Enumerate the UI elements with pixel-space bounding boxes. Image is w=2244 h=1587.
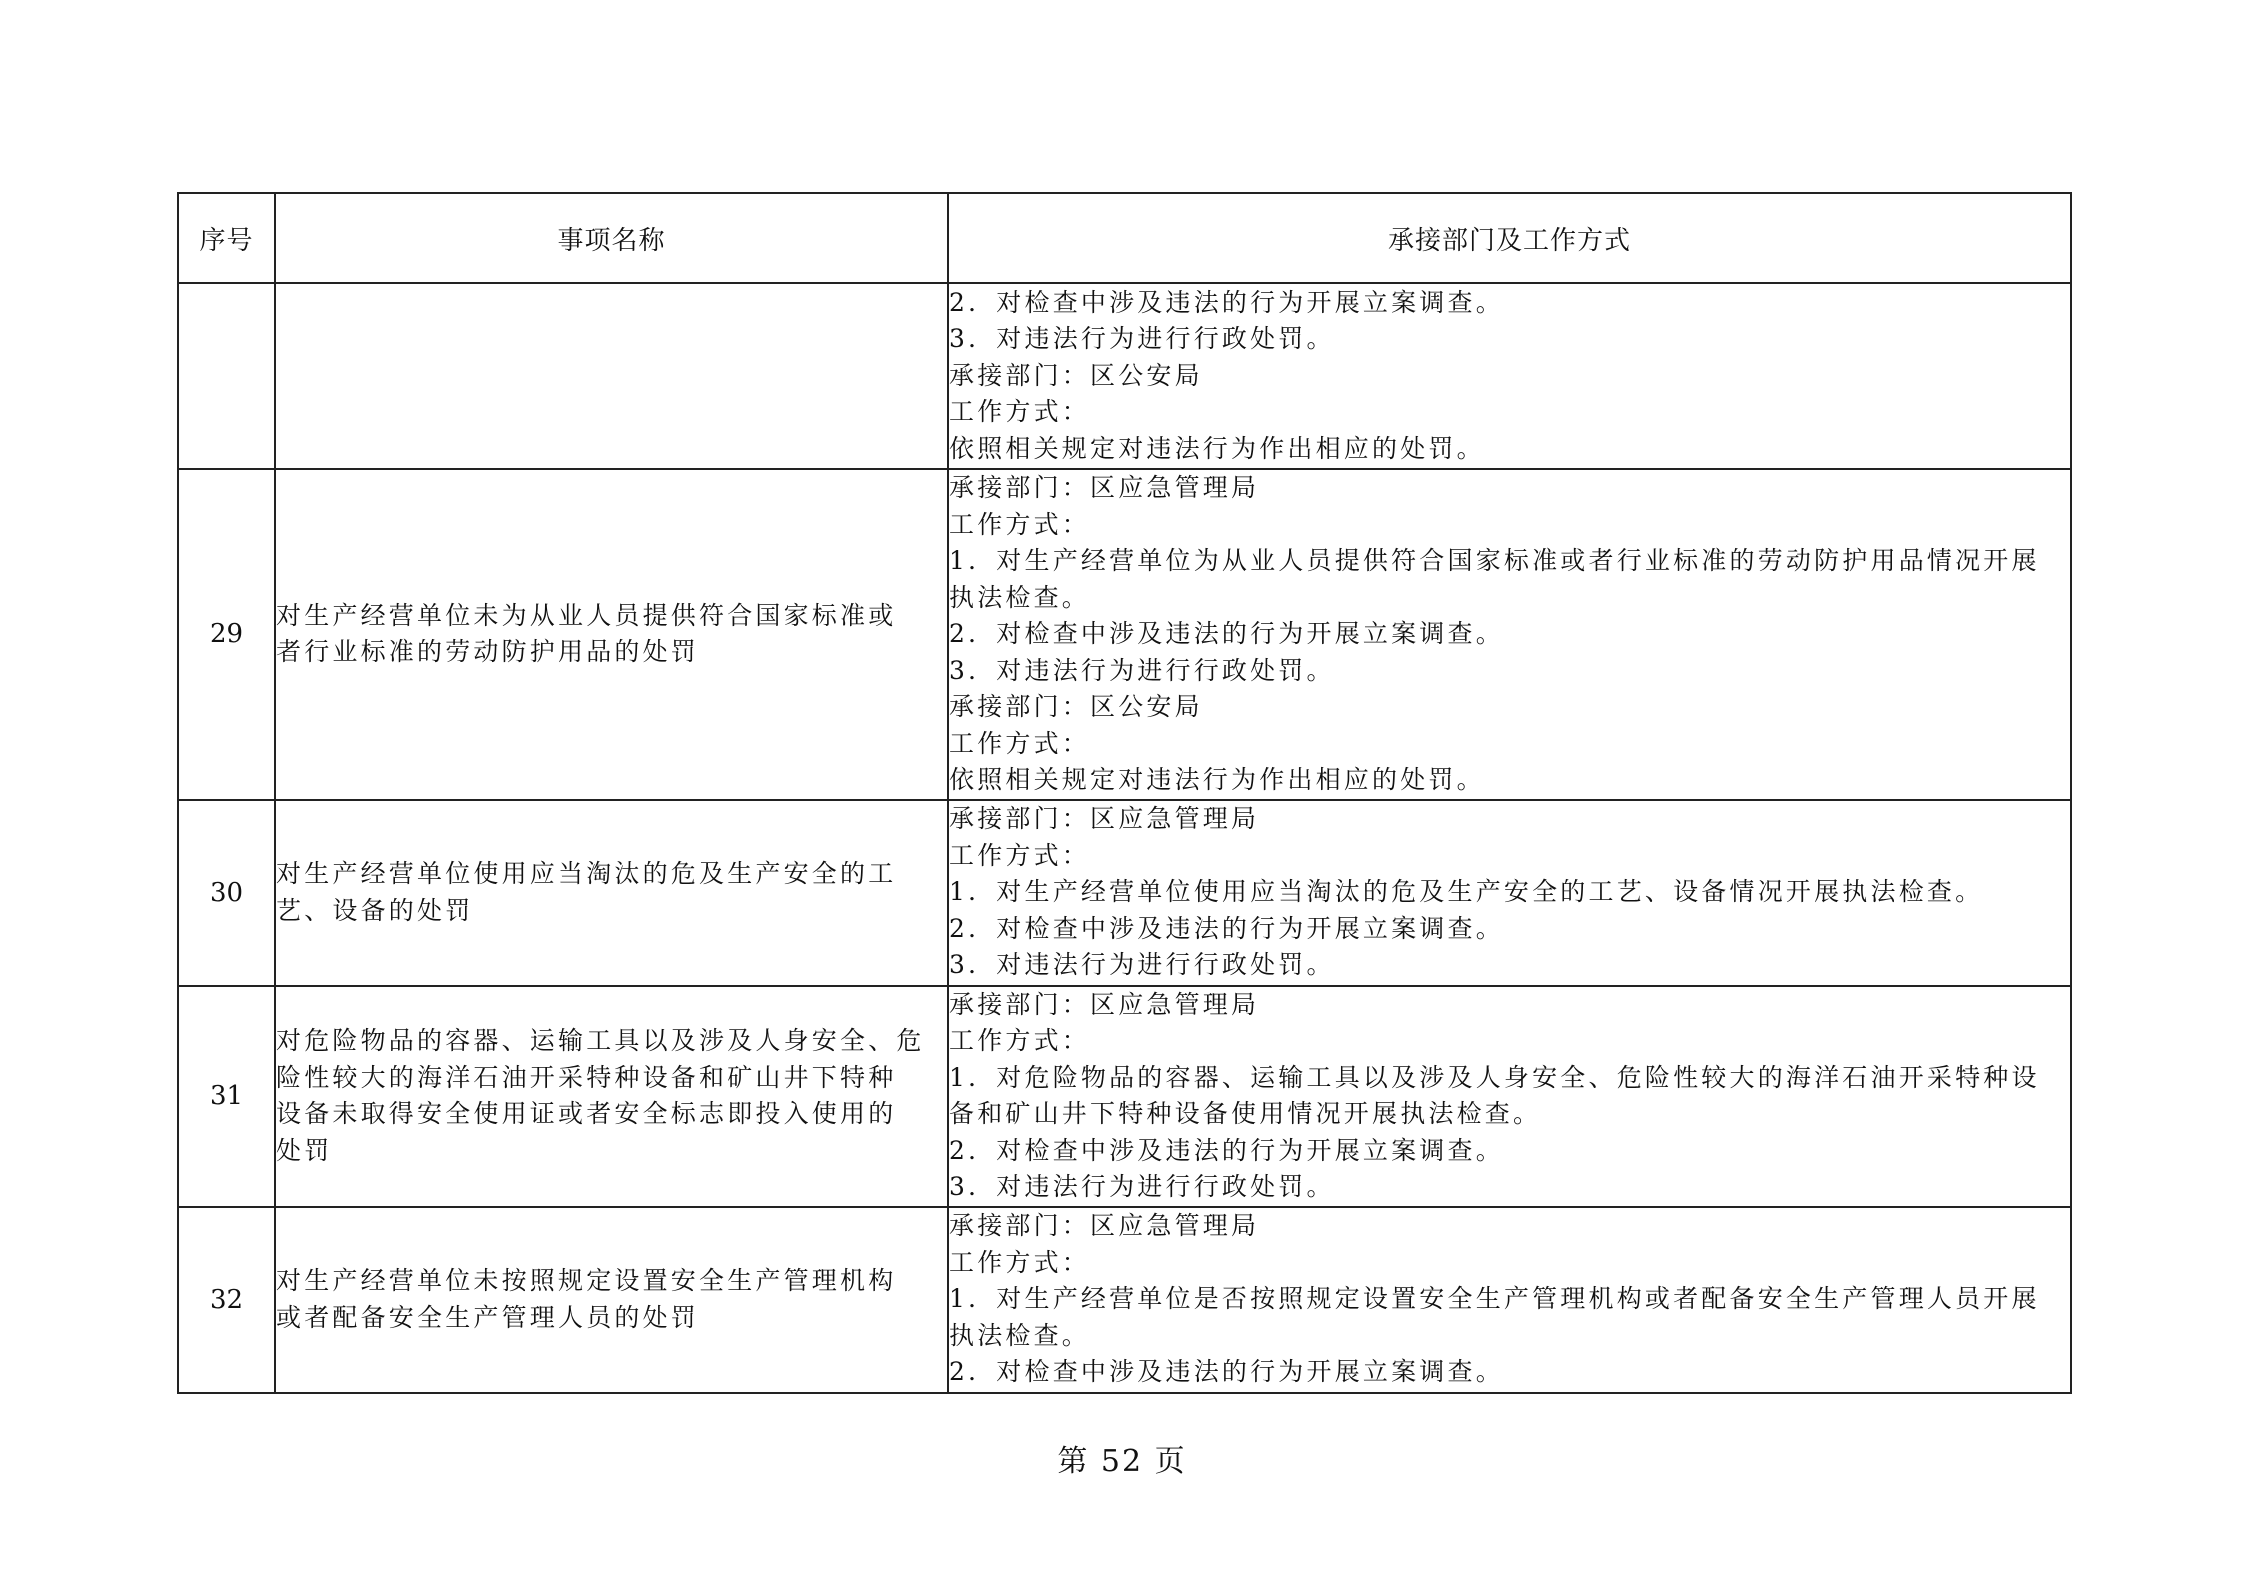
table-row [178, 469, 2071, 800]
row-dept-method [948, 800, 2071, 986]
row-item-name [275, 283, 948, 469]
row-dept-method [948, 283, 2071, 469]
row-seq: 30 [178, 800, 275, 986]
table-row [178, 1207, 2071, 1393]
item-name-line: 者行业标准的劳动防护用品的处罚 [276, 637, 700, 667]
header-dept-method: 承接部门及工作方式 [948, 193, 2071, 283]
dept-method-line: 工作方式： [949, 728, 1091, 758]
dept-method-line: 工作方式： [949, 840, 1091, 870]
item-name-line: 艺、设备的处罚 [276, 895, 474, 925]
row-dept-method [948, 469, 2071, 800]
item-name-line: 险性较大的海洋石油开采特种设备和矿山井下特种 [276, 1062, 897, 1092]
dept-method-line: 2．对检查中涉及违法的行为开展立案调查。 [949, 1357, 1504, 1387]
table-row [178, 986, 2071, 1207]
dept-method-line: 工作方式： [949, 1247, 1091, 1277]
dept-method-line: 3．对违法行为进行行政处罚。 [949, 324, 1335, 354]
dept-method-line: 1．对生产经营单位是否按照规定设置安全生产管理机构或者配备安全生产管理人员开展 [949, 1284, 2040, 1314]
dept-method-line: 承接部门：区公安局 [949, 360, 1203, 390]
dept-method-line: 执法检查。 [949, 1320, 1091, 1350]
row-seq [178, 283, 275, 469]
dept-method-line: 工作方式： [949, 397, 1091, 427]
row-item-name [275, 469, 948, 800]
dept-method-line: 承接部门：区应急管理局 [949, 473, 1260, 502]
row-seq: 29 [178, 469, 275, 800]
dept-method-line: 依照相关规定对违法行为作出相应的处罚。 [949, 433, 1485, 463]
row-item-name [275, 800, 948, 986]
dept-method-line: 2．对检查中涉及违法的行为开展立案调查。 [949, 1135, 1504, 1165]
dept-method-line: 工作方式： [949, 1026, 1091, 1055]
dept-method-line: 承接部门：区应急管理局 [949, 1211, 1260, 1241]
item-name-line: 对生产经营单位使用应当淘汰的危及生产安全的工 [276, 859, 897, 888]
row-dept-method [948, 986, 2071, 1207]
dept-method-line: 2．对检查中涉及违法的行为开展立案调查。 [949, 287, 1504, 317]
dept-method-line: 工作方式： [949, 509, 1091, 539]
row-item-name [275, 1207, 948, 1393]
dept-method-line: 3．对违法行为进行行政处罚。 [949, 1172, 1335, 1201]
row-seq: 31 [178, 986, 275, 1207]
row-dept-method [948, 1207, 2071, 1393]
dept-method-line: 依照相关规定对违法行为作出相应的处罚。 [949, 765, 1485, 794]
dept-method-line: 3．对违法行为进行行政处罚。 [949, 950, 1335, 980]
header-seq: 序号 [178, 193, 275, 283]
page-number: 第 52 页 [1057, 1444, 1187, 1479]
dept-method-line: 执法检查。 [949, 582, 1091, 612]
item-name-line: 处罚 [276, 1135, 333, 1165]
row-item-name [275, 986, 948, 1207]
dept-method-line: 承接部门：区公安局 [949, 692, 1203, 721]
dept-method-line: 承接部门：区应急管理局 [949, 989, 1260, 1019]
item-name-line: 设备未取得安全使用证或者安全标志即投入使用的 [276, 1099, 897, 1128]
dept-method-line: 2．对检查中涉及违法的行为开展立案调查。 [949, 619, 1504, 648]
item-name-line: 对生产经营单位未按照规定设置安全生产管理机构 [276, 1266, 897, 1295]
item-name-line: 对危险物品的容器、运输工具以及涉及人身安全、危 [276, 1026, 925, 1055]
dept-method-line: 2．对检查中涉及违法的行为开展立案调查。 [949, 913, 1504, 943]
matters-table [177, 192, 2072, 1394]
dept-method-line: 1．对危险物品的容器、运输工具以及涉及人身安全、危险性较大的海洋石油开采特种设 [949, 1062, 2040, 1092]
row-seq: 32 [178, 1207, 275, 1393]
dept-method-line: 备和矿山井下特种设备使用情况开展执法检查。 [949, 1099, 1542, 1128]
item-name-line: 或者配备安全生产管理人员的处罚 [276, 1302, 700, 1332]
item-name-line: 对生产经营单位未为从业人员提供符合国家标准或 [276, 600, 897, 630]
dept-method-line: 1．对生产经营单位使用应当淘汰的危及生产安全的工艺、设备情况开展执法检查。 [949, 877, 1984, 907]
header-item-name: 事项名称 [275, 193, 948, 283]
dept-method-line: 3．对违法行为进行行政处罚。 [949, 655, 1335, 685]
dept-method-line: 1．对生产经营单位为从业人员提供符合国家标准或者行业标准的劳动防护用品情况开展 [949, 546, 2040, 575]
table-row [178, 283, 2071, 469]
dept-method-line: 承接部门：区应急管理局 [949, 804, 1260, 834]
table-header-row [178, 193, 2071, 283]
table-row [178, 800, 2071, 986]
